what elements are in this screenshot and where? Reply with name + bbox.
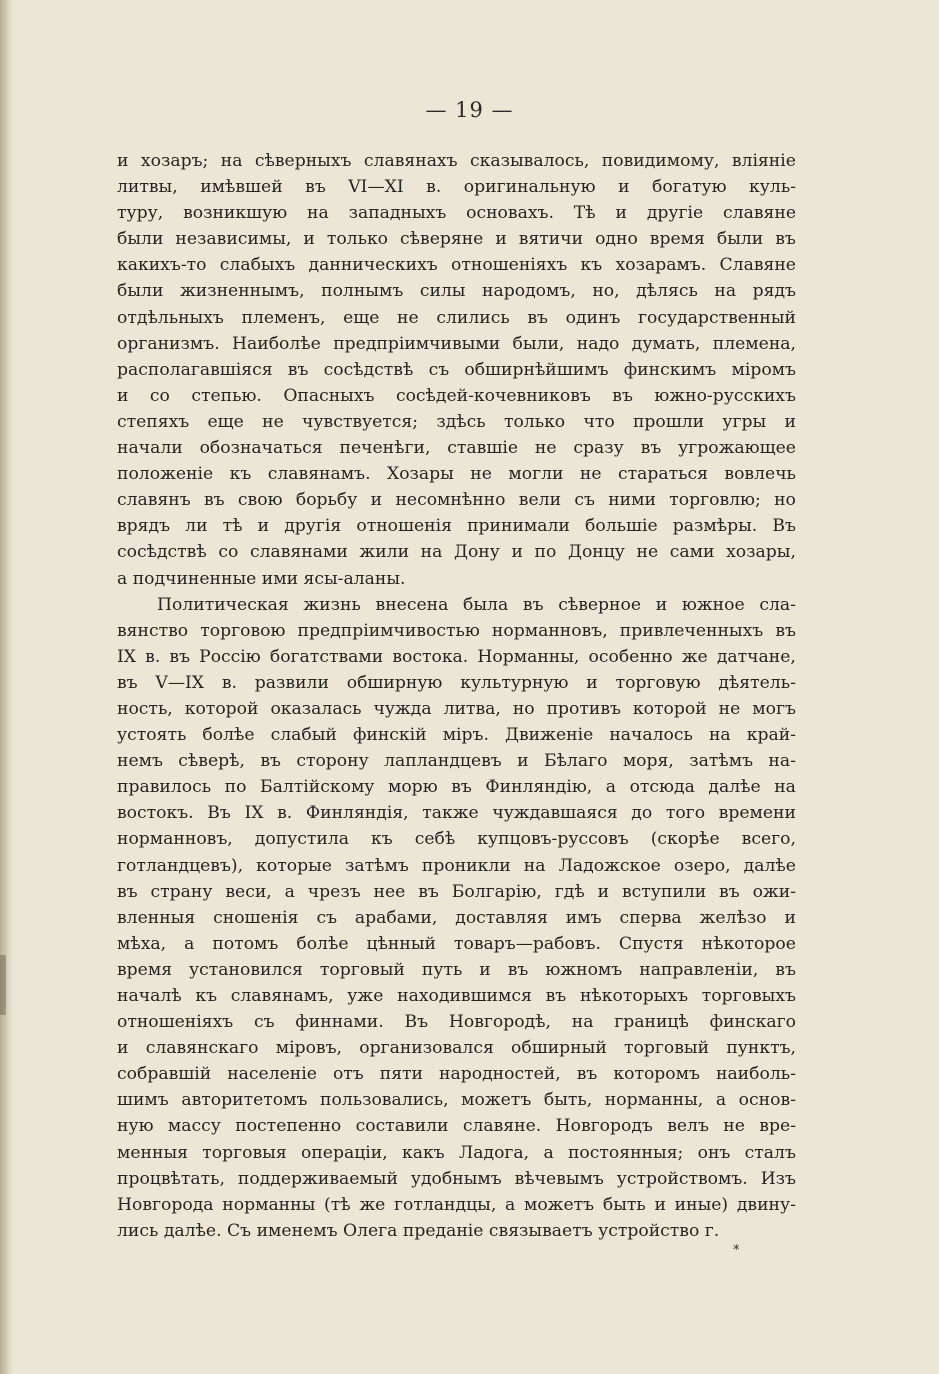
text-line: Политическая жизнь внесена была въ сѣверное и южное сла- <box>157 594 796 615</box>
text-line: и славянскаго міровъ, организовался обширный торговый пунктъ, <box>117 1038 796 1059</box>
text-line: вленныя сношенія съ арабами, доставляя имъ сперва желѣзо и <box>117 907 796 928</box>
text-line: время установился торговый путь и въ южномъ направленіи, въ <box>117 959 796 980</box>
binding-mark <box>0 955 6 1015</box>
text-line: менныя торговыя операціи, какъ Ладога, а постоянныя; онъ сталъ <box>117 1142 796 1163</box>
text-line: Новгорода норманны (тѣ же готландцы, а можетъ быть и иные) двину- <box>117 1194 796 1215</box>
text-line: въ страну веси, а чрезъ нее въ Болгарію, гдѣ и вступили въ ожи- <box>117 881 796 902</box>
text-line: были жизненнымъ, полнымъ силы народомъ, но, дѣлясь на рядъ <box>117 281 796 302</box>
text-line: врядъ ли тѣ и другія отношенія принимали большіе размѣры. Въ <box>117 516 796 537</box>
text-line: славянъ въ свою борьбу и несомнѣнно вели съ ними торговлю; но <box>117 490 796 511</box>
text-line: процвѣтать, поддерживаемый удобнымъ вѣчевымъ устройствомъ. Изъ <box>117 1168 796 1189</box>
text-line: собравшій населеніе отъ пяти народностей, въ которомъ наиболь- <box>117 1064 796 1085</box>
text-line: а подчиненные ими ясы-аланы. <box>117 568 406 589</box>
text-line: устоять болѣе слабый финскій міръ. Движеніе началось на край- <box>117 725 796 746</box>
text-line: лись далѣе. Съ именемъ Олега преданіе связываетъ устройство г. <box>117 1220 720 1241</box>
text-line: готландцевъ), которые затѣмъ проникли на Ладожское озеро, далѣе <box>117 855 796 876</box>
text-line: начали обозначаться печенѣги, ставшіе не сразу въ угрожающее <box>117 438 796 459</box>
book-spine-shadow <box>0 0 14 1374</box>
text-line: положеніе къ славянамъ. Хозары не могли не стараться вовлечь <box>117 464 796 485</box>
text-line: мѣха, а потомъ болѣе цѣнный товаръ—рабовъ. Спустя нѣкоторое <box>117 933 796 954</box>
text-line: ность, которой оказалась чужда литва, но противъ которой не могъ <box>117 698 796 719</box>
text-line: сосѣдствѣ со славянами жили на Дону и по Донцу не сами хозары, <box>117 542 796 563</box>
text-line: и со степью. Опасныхъ сосѣдей-кочевниковъ въ южно-русскихъ <box>117 385 796 406</box>
text-line: располагавшіяся въ сосѣдствѣ съ обширнѣйшимъ финскимъ міромъ <box>117 359 796 380</box>
text-line: отношеніяхъ съ финнами. Въ Новгородѣ, на границѣ финскаго <box>117 1012 796 1033</box>
page-number: — 19 — <box>425 98 514 122</box>
text-line: степяхъ еще не чувствуется; здѣсь только что прошли угры и <box>117 411 796 432</box>
text-line: туру, возникшую на западныхъ основахъ. Тѣ и другіе славяне <box>117 203 796 224</box>
text-line: востокъ. Въ IX в. Финляндія, также чуждавшаяся до того времени <box>117 803 796 824</box>
text-line: какихъ-то слабыхъ данническихъ отношеніяхъ къ хозарамъ. Славяне <box>117 255 796 276</box>
text-line: немъ сѣверѣ, въ сторону лапландцевъ и Бѣлаго моря, затѣмъ на- <box>117 751 796 772</box>
text-line: шимъ авторитетомъ пользовались, можетъ быть, норманны, а основ- <box>117 1090 796 1111</box>
text-line: отдѣльныхъ племенъ, еще не слились въ одинъ государственный <box>117 307 796 328</box>
text-line: началѣ къ славянамъ, уже находившимся въ нѣкоторыхъ торговыхъ <box>117 986 796 1006</box>
text-line: литвы, имѣвшей въ VI—XI в. оригинальную и богатую куль- <box>117 177 796 198</box>
text-line: IX в. въ Россію богатствами востока. Норманны, особенно же датчане, <box>117 646 796 667</box>
signature-mark: * <box>733 1243 740 1258</box>
text-line: въ V—IX в. развили обширную культурную и торговую дѣятель- <box>117 672 796 693</box>
text-line: правилось по Балтійскому морю въ Финляндію, а отсюда далѣе на <box>117 777 796 798</box>
text-line: вянство торговою предпріимчивостью норманновъ, привлеченныхъ въ <box>117 620 796 641</box>
text-line: организмъ. Наиболѣе предпріимчивыми были, надо думать, племена, <box>117 333 796 354</box>
text-line: были независимы, и только сѣверяне и вятичи одно время были въ <box>117 229 796 250</box>
text-line: ную массу постепенно составили славяне. Новгородъ велъ не вре- <box>117 1116 796 1137</box>
text-line: и хозаръ; на сѣверныхъ славянахъ сказывалось, повидимому, вліяніе <box>117 151 796 171</box>
text-line: норманновъ, допустила къ себѣ купцовъ-руссовъ (скорѣе всего, <box>117 829 796 850</box>
body-text <box>117 148 796 1244</box>
